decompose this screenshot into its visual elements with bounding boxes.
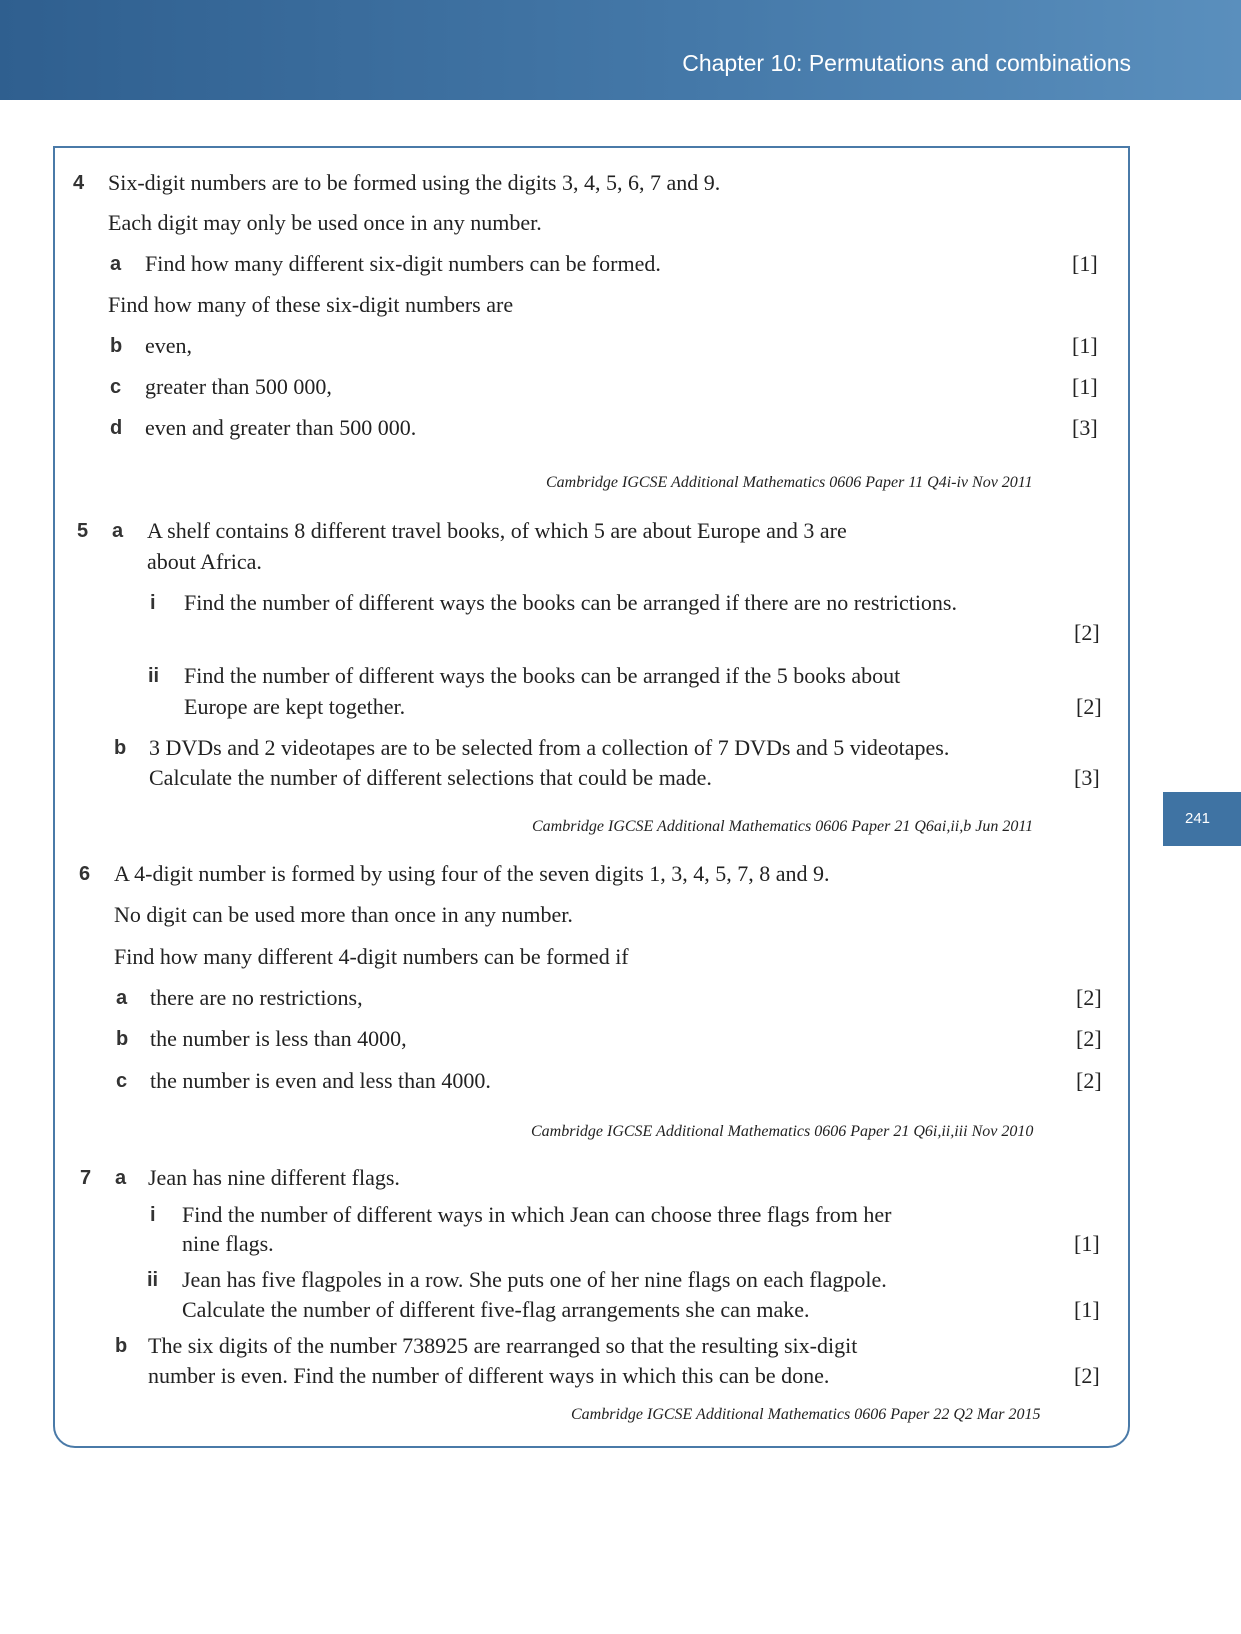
part-text: the number is less than 4000, bbox=[150, 1026, 407, 1051]
marks: [2] bbox=[1076, 1026, 1102, 1051]
subpart-text: Jean has five flagpoles in a row. She puts one of her nine flags on each flagpole. bbox=[182, 1267, 887, 1292]
question-stem: Each digit may only be used once in any number. bbox=[108, 210, 542, 235]
part-label: a bbox=[110, 253, 122, 275]
source-citation: Cambridge IGCSE Additional Mathematics 0606 Paper 21 Q6ai,ii,b Jun 2011 bbox=[532, 818, 1034, 835]
question-number: 5 bbox=[77, 520, 89, 542]
question-number: 7 bbox=[80, 1167, 92, 1189]
question-number: 4 bbox=[73, 172, 85, 194]
subpart-text: Find the number of different ways in which Jean can choose three flags from her bbox=[182, 1202, 892, 1227]
subpart-label: ii bbox=[147, 1269, 159, 1291]
question-stem: Six-digit numbers are to be formed using the digits 3, 4, 5, 6, 7 and 9. bbox=[108, 170, 721, 195]
marks: [3] bbox=[1072, 415, 1098, 440]
chapter-header-bar bbox=[0, 0, 1241, 100]
subpart-text: Europe are kept together. bbox=[184, 694, 406, 719]
part-text: the number is even and less than 4000. bbox=[150, 1068, 491, 1093]
subpart-text: Find the number of different ways the books can be arranged if the 5 books about bbox=[184, 663, 901, 688]
source-citation: Cambridge IGCSE Additional Mathematics 0606 Paper 22 Q2 Mar 2015 bbox=[571, 1406, 1041, 1423]
part-text: 3 DVDs and 2 videotapes are to be selected from a collection of 7 DVDs and 5 videotapes. bbox=[149, 735, 950, 760]
part-text: number is even. Find the number of different ways in which this can be done. bbox=[148, 1363, 830, 1388]
marks: [2] bbox=[1076, 694, 1102, 719]
part-label: d bbox=[110, 417, 123, 439]
chapter-title: Chapter 10: Permutations and combinations bbox=[682, 50, 1131, 76]
question-stem: Find how many of these six-digit numbers are bbox=[108, 292, 514, 317]
part-label: b bbox=[115, 1335, 128, 1357]
marks: [2] bbox=[1076, 1068, 1102, 1093]
subpart-text: Calculate the number of different five-flag arrangements she can make. bbox=[182, 1297, 810, 1322]
marks: [1] bbox=[1074, 1297, 1100, 1322]
part-text: there are no restrictions, bbox=[150, 985, 363, 1010]
part-label: c bbox=[116, 1070, 128, 1092]
part-text: The six digits of the number 738925 are rearranged so that the resulting six-digit bbox=[148, 1333, 858, 1358]
part-text: greater than 500 000, bbox=[145, 374, 332, 399]
part-text: Jean has nine different flags. bbox=[148, 1165, 400, 1190]
marks: [1] bbox=[1072, 374, 1098, 399]
part-label: c bbox=[110, 376, 122, 398]
subpart-text: nine flags. bbox=[182, 1231, 274, 1256]
marks: [1] bbox=[1072, 251, 1098, 276]
marks: [2] bbox=[1074, 1363, 1100, 1388]
part-text: Calculate the number of different selections that could be made. bbox=[149, 765, 712, 790]
question-number: 6 bbox=[79, 863, 91, 885]
marks: [1] bbox=[1072, 333, 1098, 358]
part-text: even, bbox=[145, 333, 193, 358]
marks: [2] bbox=[1074, 620, 1100, 645]
part-text: Find how many different six-digit numbers can be formed. bbox=[145, 251, 661, 276]
source-citation: Cambridge IGCSE Additional Mathematics 0606 Paper 11 Q4i-iv Nov 2011 bbox=[546, 474, 1033, 491]
part-label: a bbox=[116, 987, 128, 1009]
part-label: a bbox=[112, 520, 124, 542]
source-citation: Cambridge IGCSE Additional Mathematics 0606 Paper 21 Q6i,ii,iii Nov 2010 bbox=[531, 1123, 1034, 1140]
subpart-label: i bbox=[150, 592, 156, 614]
question-stem: A 4-digit number is formed by using four of the seven digits 1, 3, 4, 5, 7, 8 and 9. bbox=[114, 861, 830, 886]
marks: [1] bbox=[1074, 1231, 1100, 1256]
part-text: A shelf contains 8 different travel books, of which 5 are about Europe and 3 are bbox=[147, 518, 847, 543]
part-label: b bbox=[110, 335, 123, 357]
part-label: b bbox=[114, 737, 127, 759]
part-text: even and greater than 500 000. bbox=[145, 415, 417, 440]
part-text: about Africa. bbox=[147, 549, 262, 574]
part-label: a bbox=[115, 1167, 127, 1189]
subpart-label: i bbox=[150, 1204, 156, 1226]
marks: [2] bbox=[1076, 985, 1102, 1010]
subpart-text: Find the number of different ways the books can be arranged if there are no restrictions. bbox=[184, 590, 957, 615]
marks: [3] bbox=[1074, 765, 1100, 790]
page-number-tab: 241 bbox=[1163, 792, 1241, 846]
question-stem: No digit can be used more than once in any number. bbox=[114, 902, 573, 927]
part-label: b bbox=[116, 1028, 129, 1050]
question-stem: Find how many different 4-digit numbers can be formed if bbox=[114, 944, 629, 969]
subpart-label: ii bbox=[148, 665, 160, 687]
